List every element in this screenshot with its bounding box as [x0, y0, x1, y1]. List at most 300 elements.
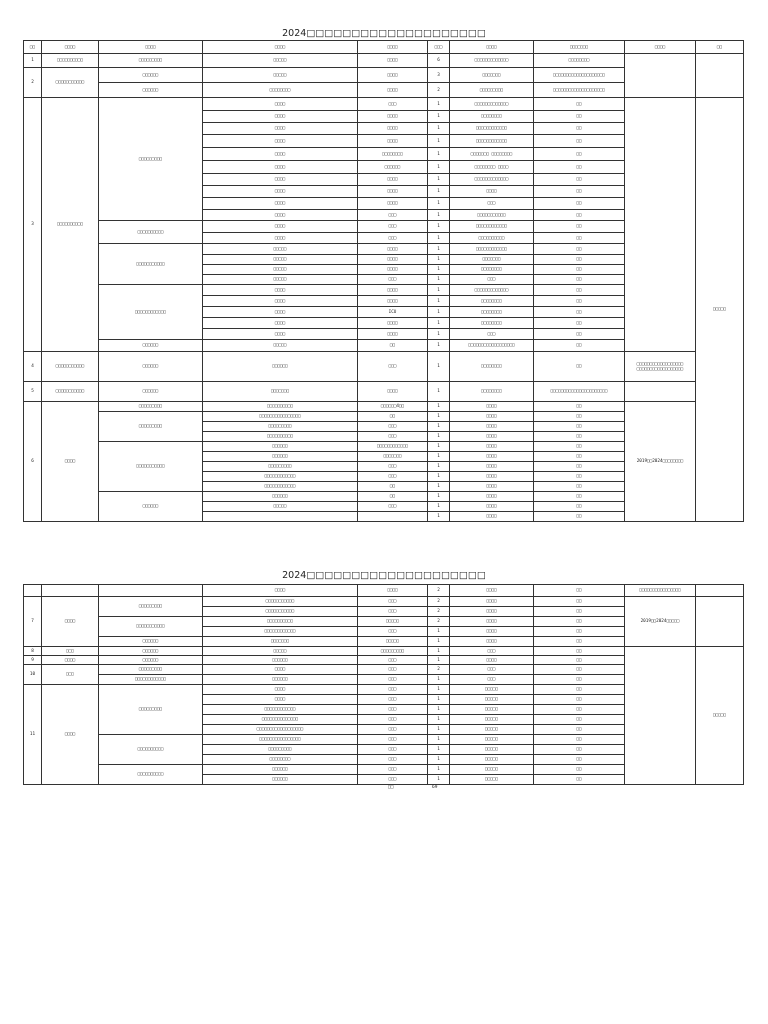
table-row [24, 597, 744, 607]
table-cell: □□ [534, 198, 625, 210]
table-cell: □□□□□□ [99, 382, 203, 402]
table-cell: 1 [428, 186, 450, 198]
table-cell: □□□□ [203, 221, 358, 233]
table-cell [358, 512, 428, 522]
table-cell: □□□ [358, 275, 428, 285]
table-cell: 1 [428, 285, 450, 296]
table-cell: □□□□ [450, 432, 534, 442]
table-cell: □□ [534, 705, 625, 715]
table-cell: □□□□□ [450, 765, 534, 775]
table-cell: □□□□□□□□□□□□□□□□□□□□ [534, 68, 625, 83]
table-cell: □□□□ [358, 265, 428, 275]
table-cell: □□□ [450, 275, 534, 285]
table-cell: □□ [534, 775, 625, 785]
table-cell: □□□□□□ [203, 442, 358, 452]
table-cell: □□□□□ [450, 685, 534, 695]
table-cell: □□ [534, 412, 625, 422]
table-cell: 1 [428, 135, 450, 148]
table-cell: □□□□□ [450, 775, 534, 785]
table-cell: □□□ [358, 725, 428, 735]
table-cell: 1 [428, 656, 450, 665]
table-cell: □□□□ [203, 685, 358, 695]
table-cell: □□□ [358, 765, 428, 775]
table-cell: 2 [428, 597, 450, 607]
table-cell: □□ [534, 665, 625, 675]
table-cell: □□ [534, 123, 625, 135]
table-cell: □□□ [42, 665, 99, 685]
table-cell: □□ [534, 210, 625, 221]
table-cell: □□ [534, 627, 625, 637]
table-cell: □□□ [450, 665, 534, 675]
table-cell: 4 [24, 352, 42, 382]
table-cell: ICU [358, 307, 428, 318]
table-cell: □□□□□ [450, 725, 534, 735]
table-cell: □□□□ [203, 186, 358, 198]
table-cell: □□ [534, 482, 625, 492]
table-cell: □□□□□ [450, 715, 534, 725]
table-cell: □□□□ [203, 318, 358, 329]
table-cell: 2 [24, 68, 42, 98]
table-cell: □□□□ [358, 585, 428, 597]
table-body [24, 54, 744, 522]
table-cell: □□□□□□□□□□□□ [450, 135, 534, 148]
table-cell: 1 [428, 715, 450, 725]
recruitment-table-page2 [23, 584, 744, 785]
table-cell: □□□□ [450, 656, 534, 665]
table-cell: □□□□ [203, 98, 358, 111]
table-cell: □□ [534, 502, 625, 512]
table-cell: □□ [534, 111, 625, 123]
table-cell: 1 [428, 745, 450, 755]
header-cell: □□□□ [203, 41, 358, 54]
table-cell: □□ [534, 233, 625, 244]
table-cell: □□ [534, 255, 625, 265]
table-cell: □□□□ [42, 656, 99, 665]
table-cell: 1 [428, 275, 450, 285]
table-cell: □□ [534, 512, 625, 522]
table-cell: 2 [428, 83, 450, 98]
table-cell: □□□□□□ [99, 68, 203, 83]
table-cell: 1 [428, 452, 450, 462]
table-cell: 2 [428, 617, 450, 627]
table-cell: □□ [534, 607, 625, 617]
table-cell: □□□□□ [696, 98, 744, 522]
table-cell: 2019□□2024□□□□□□□□ [625, 402, 696, 522]
table-cell: □□□□□□ [203, 775, 358, 785]
table-cell: □□□□□□□ [203, 382, 358, 402]
table-cell: 3 [24, 98, 42, 352]
table-cell: □□□□□□□□□□ [99, 735, 203, 765]
header-cell: □□□□□□□ [534, 41, 625, 54]
header-cell: □□□□ [450, 41, 534, 54]
table-cell: □□□□ [450, 502, 534, 512]
table-cell [625, 98, 696, 352]
table-cell: □□□□□□□□□ [203, 745, 358, 755]
table-body-2 [24, 585, 744, 785]
table-cell: 2 [428, 665, 450, 675]
header-cell: □□□□ [99, 41, 203, 54]
table-cell: □□□□ [42, 402, 99, 522]
table-cell: □□□□□□ [203, 656, 358, 665]
table-cell: 10 [24, 665, 42, 685]
table-cell: □□□□□□□□□□ [450, 233, 534, 244]
table-row [24, 402, 744, 412]
table-cell: □□□□□□ [203, 352, 358, 382]
table-cell: □□□□ [358, 135, 428, 148]
table-cell: □□□□□□□□□□□□□□□□□□ [450, 340, 534, 352]
table-cell: □□ [534, 745, 625, 755]
table-cell: □□□□ [450, 597, 534, 607]
table-cell: □□□□ [450, 627, 534, 637]
table-cell: 1 [428, 775, 450, 785]
table-cell: □□ [534, 340, 625, 352]
total-label: □□ [388, 785, 394, 790]
table-cell: □□ [534, 656, 625, 665]
table-cell: □□□ [358, 597, 428, 607]
table-cell: 1 [428, 352, 450, 382]
table-row [24, 382, 744, 402]
table-cell: □□□□□□□□□□□□□ [450, 174, 534, 186]
table-cell: 1 [428, 98, 450, 111]
table-cell: □□□□□□□□□□□□□ [450, 285, 534, 296]
table-cell: □□□□□□□□□□ [42, 98, 99, 352]
table-cell: □□ [534, 265, 625, 275]
table-cell: 2 [428, 585, 450, 597]
table-cell: □□ [534, 402, 625, 412]
table-cell: □□□ [358, 665, 428, 675]
table-cell: 1 [428, 233, 450, 244]
table-cell: □□ [534, 585, 625, 597]
table-cell: 9 [24, 656, 42, 665]
table-row [24, 647, 744, 656]
table-row [24, 352, 744, 382]
table-cell: □□□□ [358, 123, 428, 135]
table-cell: □□ [534, 98, 625, 111]
table-cell: 1 [428, 422, 450, 432]
table-cell: □□□□ [358, 111, 428, 123]
table-cell: □□□□□ [203, 255, 358, 265]
table-cell: □□□□□□□□□□ [99, 765, 203, 785]
table-cell: □□□□ [203, 233, 358, 244]
table-cell: □□□□□ [450, 745, 534, 755]
table-cell: □□□□ [203, 307, 358, 318]
table-cell: 11 [24, 685, 42, 785]
table-cell: □□ [534, 715, 625, 725]
table-cell: □□□□□□□□ [450, 307, 534, 318]
table-cell: □□□□ [42, 597, 99, 647]
table-cell: □□ [534, 452, 625, 462]
table-cell: 1 [428, 755, 450, 765]
table-cell: □□□ [358, 462, 428, 472]
table-cell: 1 [428, 402, 450, 412]
table-cell: 1 [428, 725, 450, 735]
table-cell: 1 [428, 265, 450, 275]
table-cell: □□□□□□□□□ [99, 54, 203, 68]
table-cell: □□□ [450, 329, 534, 340]
table-cell: □□□□□ [203, 54, 358, 68]
table-cell: □□□□□□ [99, 83, 203, 98]
table-cell: 1 [428, 198, 450, 210]
table-cell: □□□□□□□□□□ [99, 221, 203, 244]
table-cell: □□ [534, 685, 625, 695]
table-cell: □□ [534, 329, 625, 340]
table-cell: □□□□□ [450, 705, 534, 715]
table-cell: □□□ [358, 775, 428, 785]
table-cell: □□□ [358, 705, 428, 715]
table-cell: □□□□ [358, 68, 428, 83]
table-cell: □□□□□□□□□□□□□□□□ [203, 412, 358, 422]
table-cell: □□□□□□ [99, 637, 203, 647]
table-cell: □□ [534, 318, 625, 329]
table-cell: □□□□□□□□□□□ [99, 244, 203, 285]
header-cell: □□ [24, 41, 42, 54]
table-cell: 6 [24, 402, 42, 522]
header-cell: □□□□ [358, 41, 428, 54]
table-cell: 5 [24, 382, 42, 402]
table-cell: □□□□□□□□□□□ [203, 607, 358, 617]
table-cell: □□□□ [203, 198, 358, 210]
table-cell: □□□ [450, 647, 534, 656]
table-cell: □□□□□□□□□□□□ [450, 221, 534, 233]
table-cell: □□ [534, 765, 625, 775]
table-cell: □□ [534, 307, 625, 318]
table-cell: 8 [24, 647, 42, 656]
table-header-row [24, 41, 744, 54]
table-cell: 1 [428, 675, 450, 685]
table-cell: □□□□□□□□□ [99, 597, 203, 617]
table-cell: □□□□ [450, 512, 534, 522]
table-cell: □□□□□ [696, 647, 744, 785]
table-cell: □□ [534, 244, 625, 255]
table-cell: □□□□□□□□□□□□□□□□ [625, 585, 696, 597]
table-cell: □□□□ [42, 685, 99, 785]
table-cell: □□□ [358, 472, 428, 482]
table-cell: □□□□ [450, 492, 534, 502]
table-cell: □□□□□□ [99, 492, 203, 522]
table-cell: □□□ [358, 233, 428, 244]
table-cell: □□□□□□□□□□□□□□□□□□ [203, 725, 358, 735]
table-cell: □□□□□□□□□□□□ [450, 244, 534, 255]
table-cell: □□□□ [450, 422, 534, 432]
table-cell: □□□□□□□□ [450, 318, 534, 329]
table-cell: 6 [428, 54, 450, 68]
table-cell: □□□□ [358, 244, 428, 255]
table-cell: □□□□ [450, 637, 534, 647]
table-cell: □□□ [358, 745, 428, 755]
page-title-2: 2024□□□□□□□□□□□□□□□□□□□□ [282, 570, 486, 581]
table-cell: □□□□□□□□□□□□ [203, 472, 358, 482]
table-cell: □□ [534, 135, 625, 148]
table-cell: 1 [428, 210, 450, 221]
table-cell: □□□□□□□□□ [99, 98, 203, 221]
table-cell: □□□□□□□ [450, 255, 534, 265]
table-cell [696, 54, 744, 98]
table-cell: □□ [534, 695, 625, 705]
table-cell [696, 597, 744, 647]
table-cell: □□□□□□□□□ [450, 83, 534, 98]
table-cell: □□□□□□□□□ [203, 462, 358, 472]
table-cell: 1 [428, 627, 450, 637]
table-cell: □□□□□ [203, 244, 358, 255]
table-cell: □□□□ [203, 111, 358, 123]
table-cell: □□□□□ [358, 637, 428, 647]
table-cell: 1 [428, 329, 450, 340]
table-cell: □□□□ [358, 329, 428, 340]
table-cell: □□□□□□□□□□□□□□□□ [203, 735, 358, 745]
table-cell: □□□□□□□□□ [203, 422, 358, 432]
table-cell: □□□□ [358, 83, 428, 98]
table-cell: □□□ [358, 656, 428, 665]
table-cell: □□□ [358, 432, 428, 442]
table-cell: □□□□□□4□□ [358, 402, 428, 412]
table-cell: □□□□□□□□□ [99, 685, 203, 735]
table-cell: □□□□□□□□□□□ [203, 597, 358, 607]
table-cell: □□□□□□□□□□□□□ [450, 54, 534, 68]
table-cell: □□□□ [203, 285, 358, 296]
table-cell: 1 [428, 705, 450, 715]
table-cell: □□□ [450, 198, 534, 210]
table-cell [24, 585, 42, 597]
table-cell: □□□□□□ [99, 647, 203, 656]
table-cell: □□□□□□□□ [203, 83, 358, 98]
table-cell: □□□□□□ [99, 656, 203, 665]
table-cell: □□□□ [358, 198, 428, 210]
table-cell: □□□□ [450, 412, 534, 422]
table-cell: □□□□□□□□□□□□□□□□□□□□ [534, 83, 625, 98]
table-cell: □□□□□ [203, 340, 358, 352]
table-cell: □□□□□□□ [450, 68, 534, 83]
table-cell: □□ [534, 186, 625, 198]
table-cell: □□□□□□□□□□□ [99, 617, 203, 637]
table-cell: □□□□□ [203, 68, 358, 83]
table-cell: □□□□□□□□ [450, 382, 534, 402]
header-cell: □□□□ [42, 41, 99, 54]
table-cell: □□□□□ [450, 695, 534, 705]
table-cell: □□□□ [358, 174, 428, 186]
table-cell: □□□□ [203, 148, 358, 161]
table-cell: □□□□□□□□□□□□ [358, 442, 428, 452]
table-cell: □□□ [358, 607, 428, 617]
table-cell: □□□□□□□□□□□ [42, 352, 99, 382]
table-cell: □□□□□ [450, 755, 534, 765]
table-cell: □□ [534, 161, 625, 174]
table-cell: □□□□□□□□ [450, 296, 534, 307]
table-cell: □□□□□□□ [203, 637, 358, 647]
table-cell: 2 [428, 607, 450, 617]
table-cell: □□ [534, 492, 625, 502]
table-cell: □□□□□□□□ [450, 111, 534, 123]
table-cell: 1 [428, 412, 450, 422]
table-cell: 1 [428, 432, 450, 442]
table-cell: 1 [428, 637, 450, 647]
table-cell: □□□□□□□□□□□□□□□□□□□□□□ [534, 382, 625, 402]
header-cell: □□ [696, 41, 744, 54]
table-cell: □□□ [358, 735, 428, 745]
table-row [24, 98, 744, 111]
table-cell: 1 [428, 255, 450, 265]
table-cell: □□□□□□□□ □□□□ [450, 161, 534, 174]
table-cell: □□□□□□ [203, 765, 358, 775]
table-cell: □□□□□□□□ [450, 265, 534, 275]
table-cell: □□□□□□□□□□□□□□ [203, 715, 358, 725]
table-cell: □□ [358, 492, 428, 502]
table-cell: □□ [534, 675, 625, 685]
table-cell: □□ [534, 422, 625, 432]
table-cell: □□□□□□□□ [534, 54, 625, 68]
table-cell: □□ [534, 352, 625, 382]
table-cell: □□ [358, 482, 428, 492]
table-cell: □□□□ [450, 186, 534, 198]
table-cell: □□□ [358, 98, 428, 111]
table-cell: 1 [428, 512, 450, 522]
header-cell: □□□ [428, 41, 450, 54]
table-cell: □□□□ [358, 285, 428, 296]
table-cell: 2019□□2024□□□□□ [625, 597, 696, 647]
table-cell: □□□□□□□□□□□□□ [450, 98, 534, 111]
recruitment-table-page1 [23, 40, 744, 522]
table-cell: 1 [428, 502, 450, 512]
table-cell: 1 [428, 340, 450, 352]
table-row [24, 585, 744, 597]
table-cell: 1 [428, 492, 450, 502]
table-cell: □□ [534, 472, 625, 482]
table-cell: □□□□□□□□□□ [203, 617, 358, 627]
table-cell: 3 [428, 68, 450, 83]
table-cell: □□□□□□□□□□□□ [99, 285, 203, 340]
table-cell: □□ [534, 597, 625, 607]
table-cell: □□□□ [358, 382, 428, 402]
table-cell: □□□ [450, 675, 534, 685]
table-cell: □□□□□□□□ [203, 755, 358, 765]
table-cell: 1 [428, 735, 450, 745]
table-row [24, 54, 744, 68]
table-cell: □□□□□□□□□□□ [99, 442, 203, 492]
table-cell: □□□ [358, 352, 428, 382]
page-title: 2024□□□□□□□□□□□□□□□□□□□□ [282, 28, 486, 39]
table-cell: □□□□□□□□□ [99, 665, 203, 675]
table-cell: □□□□□□ [99, 340, 203, 352]
table-cell: □□□ [358, 685, 428, 695]
table-cell: □□□ [358, 502, 428, 512]
table-cell: □□□□□□ [203, 452, 358, 462]
table-cell: □□□□ [450, 617, 534, 627]
table-cell: □□ [534, 462, 625, 472]
table-cell: □□□□□□□□□ [358, 647, 428, 656]
table-cell: □□ [534, 296, 625, 307]
table-cell: □□□□□□□□□□□□ [203, 627, 358, 637]
table-cell: □□□□□□□□□□□□ [99, 675, 203, 685]
table-cell: □□□□□□□□□□□□ [203, 705, 358, 715]
table-cell: □□□□□□ [203, 492, 358, 502]
table-cell: 1 [428, 111, 450, 123]
table-cell: □□□□□□□□□ [99, 402, 203, 412]
table-cell: □□□□ [450, 402, 534, 412]
table-cell: □□ [534, 617, 625, 627]
table-cell: □□□ [358, 210, 428, 221]
table-cell: □□□□ [450, 585, 534, 597]
table-cell: 1 [428, 695, 450, 705]
table-cell: 1 [24, 54, 42, 68]
table-cell: □□□□ [203, 174, 358, 186]
table-cell: □□ [358, 412, 428, 422]
table-cell: □□□□□□□□□□□ [42, 68, 99, 98]
table-cell: 1 [428, 685, 450, 695]
total-value: 69 [432, 785, 438, 790]
table-cell: □□□□□ [203, 502, 358, 512]
table-cell: 1 [428, 647, 450, 656]
table-cell: □□□□□ [358, 617, 428, 627]
table-cell: 1 [428, 244, 450, 255]
